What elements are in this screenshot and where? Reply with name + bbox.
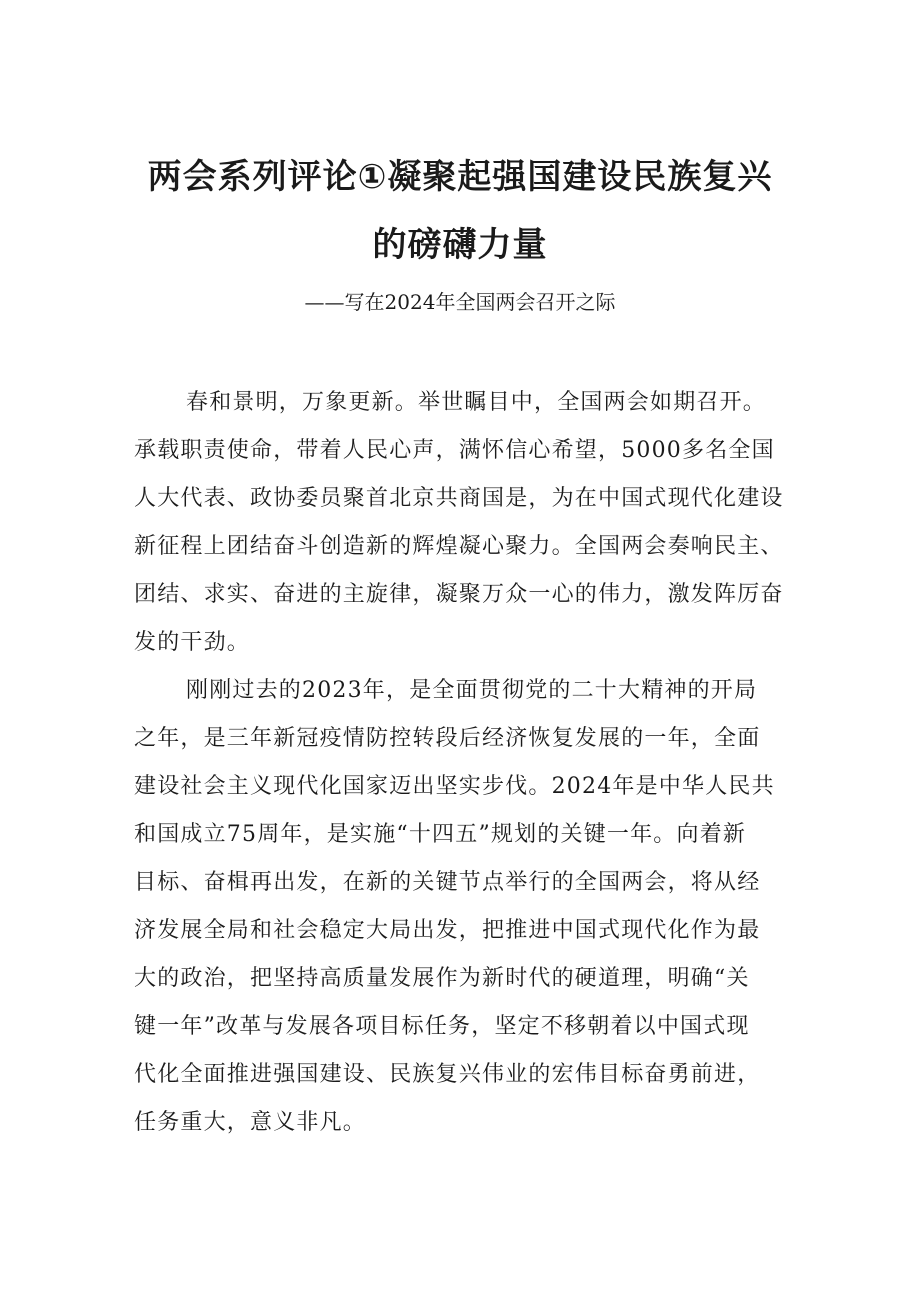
paragraph-line: 承载职责使命，带着人民心声，满怀信心希望，5000多名全国 [134, 438, 775, 463]
paragraph-line: 任务重大，意义非凡。 [134, 1110, 367, 1135]
paragraph-line: 团结、求实、奋进的主旋律，凝聚万众一心的伟力，激发阵厉奋 [134, 582, 784, 607]
paragraph-line: 代化全面推进强国建设、民族复兴伟业的宏伟目标奋勇前进， [134, 1062, 761, 1087]
document-title-line-1: 两会系列评论①凝聚起强国建设民族复兴 [147, 157, 773, 197]
paragraph-line: 刚刚过去的2023年，是全面贯彻党的二十大精神的开局 [186, 678, 758, 703]
document-title-line-2: 的磅礴力量 [372, 225, 548, 265]
paragraph-line: 之年，是三年新冠疫情防控转段后经济恢复发展的一年，全面 [134, 726, 761, 751]
paragraph-line: 建设社会主义现代化国家迈出坚实步伐。2024年是中华人民共 [134, 774, 775, 799]
paragraph-line: 济发展全局和社会稳定大局出发，把推进中国式现代化作为最 [134, 918, 761, 943]
document-subtitle: ——写在2024年全国两会召开之际 [304, 290, 616, 314]
paragraph-line: 新征程上团结奋斗创造新的辉煌凝心聚力。全国两会奏响民主、 [134, 534, 784, 559]
paragraph-line: 目标、奋楫再出发，在新的关键节点举行的全国两会，将从经 [134, 870, 761, 895]
paragraph-line: 大的政治，把坚持高质量发展作为新时代的硬道理，明确“关 [134, 966, 750, 991]
paragraph-line: 和国成立75周年，是实施“十四五”规划的关键一年。向着新 [134, 822, 747, 847]
paragraph-line: 春和景明，万象更新。举世瞩目中，全国两会如期召开。 [186, 390, 767, 415]
paragraph-line: 人大代表、政协委员聚首北京共商国是，为在中国式现代化建设 [134, 486, 784, 511]
paragraph-line: 键一年”改革与发展各项目标任务，坚定不移朝着以中国式现 [134, 1014, 750, 1039]
paragraph-line: 发的干劲。 [134, 630, 251, 655]
